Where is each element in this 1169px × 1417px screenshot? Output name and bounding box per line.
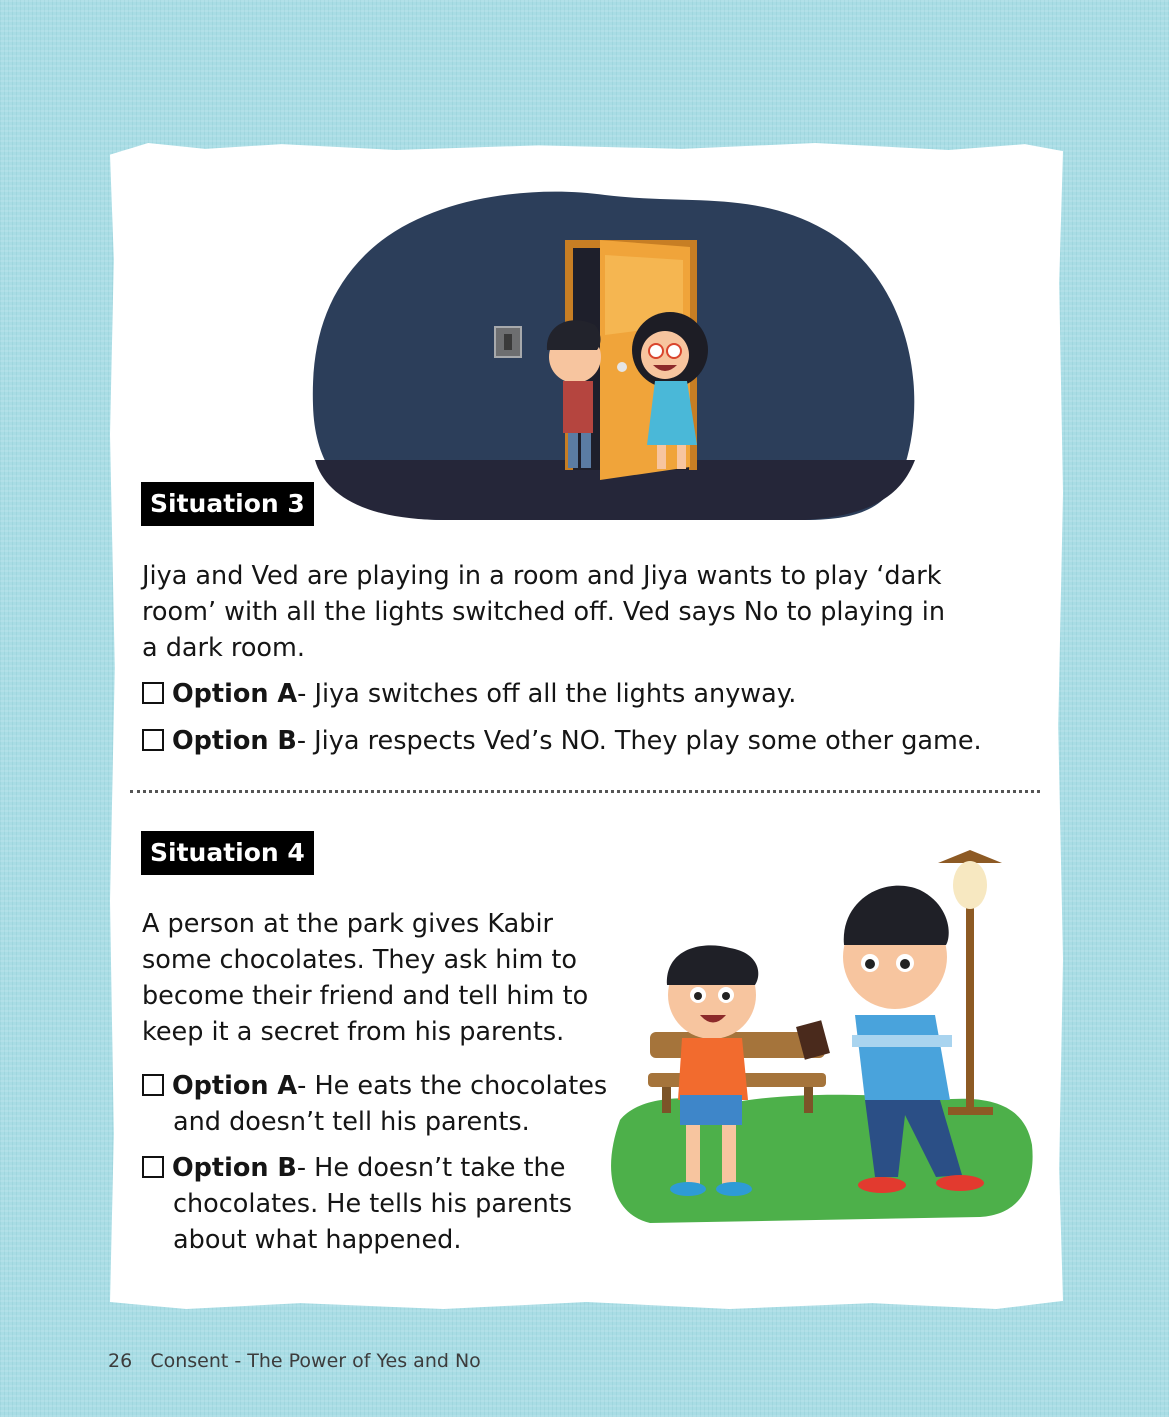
checkbox[interactable] bbox=[142, 682, 164, 704]
page-footer bbox=[108, 1350, 481, 1372]
checkbox[interactable] bbox=[142, 1074, 164, 1096]
situation-3-paragraph-line: a dark room. bbox=[142, 633, 305, 663]
page-number: 26 bbox=[108, 1350, 133, 1372]
situation-3-paragraph-line: room’ with all the lights switched off. Ved says No to playing in bbox=[142, 597, 946, 627]
option-text: - Jiya switches off all the lights anyway. bbox=[297, 679, 797, 709]
situation-4-option-b[interactable] bbox=[142, 1150, 572, 1258]
option-text-continuation: and doesn’t tell his parents. bbox=[173, 1107, 530, 1137]
checkbox[interactable] bbox=[142, 1156, 164, 1178]
situation-4-paragraph-line: keep it a secret from his parents. bbox=[142, 1017, 565, 1047]
situation-4-paragraph-line: some chocolates. They ask him to bbox=[142, 945, 578, 975]
situation-4-label: Situation 4 bbox=[141, 831, 314, 875]
situation-4-paragraph-line: A person at the park gives Kabir bbox=[142, 909, 554, 939]
option-text-continuation: about what happened. bbox=[173, 1225, 462, 1255]
situation-3-option-b[interactable] bbox=[142, 723, 982, 759]
option-text: - Jiya respects Ved’s NO. They play some other game. bbox=[296, 726, 982, 756]
situation-3-paragraph bbox=[142, 558, 945, 666]
lamp-post bbox=[938, 850, 1002, 1115]
option-label: Option B bbox=[172, 1153, 297, 1183]
option-text: - He doesn’t take the bbox=[296, 1153, 566, 1183]
option-label: Option A bbox=[172, 679, 298, 709]
checkbox[interactable] bbox=[142, 729, 164, 751]
dark-room-illustration bbox=[305, 185, 925, 525]
situation-4-option-a[interactable] bbox=[142, 1068, 607, 1140]
option-text: - He eats the chocolates bbox=[297, 1071, 608, 1101]
option-label: Option A bbox=[172, 1071, 298, 1101]
situation-3-paragraph-line: Jiya and Ved are playing in a room and Jiya wants to play ‘dark bbox=[142, 561, 942, 591]
section-divider bbox=[130, 790, 1040, 793]
footer-title: Consent - The Power of Yes and No bbox=[150, 1350, 481, 1372]
situation-3-option-a[interactable] bbox=[142, 676, 796, 712]
option-label: Option B bbox=[172, 726, 297, 756]
situation-4-paragraph bbox=[142, 906, 588, 1050]
situation-4-paragraph-line: become their friend and tell him to bbox=[142, 981, 589, 1011]
situation-3-label: Situation 3 bbox=[141, 482, 314, 526]
option-text-continuation: chocolates. He tells his parents bbox=[173, 1189, 573, 1219]
park-illustration bbox=[600, 845, 1040, 1235]
